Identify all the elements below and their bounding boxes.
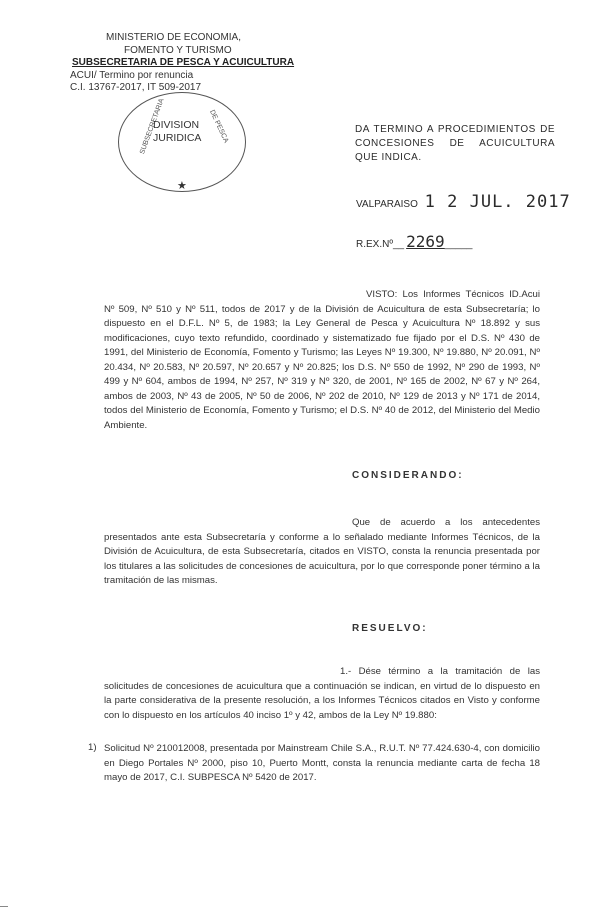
stamp-line-2: JURIDICA: [153, 132, 202, 144]
acui-reference: ACUI/ Termino por renuncia: [70, 69, 194, 81]
resuelvo-heading: RESUELVO:: [352, 623, 428, 634]
date-place: VALPARAISO: [356, 199, 418, 210]
item-number: 1): [88, 742, 97, 753]
ci-reference: C.I. 13767-2017, IT 509-2017: [70, 82, 202, 93]
resuelvo-paragraph: 1.- Dése término a la tramitación de las solicitudes de concesiones de acuicultura que a continuación se indican, en virtud de lo dispuesto en la parte considerativa de la presente resolución, a los Informes Técnicos citados en Visto y conforme con lo dispuesto en los artículos 40 inciso 1º y 42, ambos de la Ley Nº 19.880:: [104, 666, 540, 721]
considerando-paragraph: Que de acuerdo a los antecedentes presentados ante esta Subsecretaría y conforme a lo señalado mediante Informes Técnicos, de la División de Acuicultura, de esta Subsecretaría, citados en VISTO, consta la renuncia presentada por los titulares a las solicitudes de concesiones de acuicultura, por lo que corresponde poner término a la tramitación de las mismas.: [104, 517, 540, 586]
page-edge-mark: [0, 906, 8, 907]
resolution-title: DA TERMINO A PROCEDIMIENTOS DE CONCESIONES DE ACUICULTURA QUE INDICA.: [355, 124, 555, 163]
list-item: Solicitud Nº 210012008, presentada por Mainstream Chile S.A., R.U.T. Nº 77.424.630-4, con domicilio en Diego Portales Nº 2000, piso 10, Puerto Montt, consta la renuncia mediante carta de fecha 18 mayo de 2017, C.I. SUBPESCA Nº 5420 de 2017.: [104, 743, 540, 783]
ministry-line-2: FOMENTO Y TURISMO: [124, 44, 232, 56]
star-icon: ★: [177, 180, 187, 192]
stamp-ring-right: DE PESCA: [208, 108, 230, 145]
resolution-number: 2269: [406, 232, 445, 251]
considerando-heading: CONSIDERANDO:: [352, 470, 464, 481]
visto-text: Los Informes Técnicos ID.Acui Nº 509, Nº 510 y Nº 511, todos de 2017 y de la División de Acuicultura de esta Subsecretaría; lo dispuesto en el D.F.L. Nº 5, de 1983; la Ley General de Pesca y Acuicultura Nº 18.892 y sus modificaciones, cuyo texto refundido, coordinado y sistematizado fue fijado por el D.S. Nº 430 de 1991, del Ministerio de Economía, Fomento y Turismo; las Leyes Nº 19.300, Nº 19.880, Nº 20.091, Nº 20.434, Nº 20.583, Nº 20.597, Nº 20.657 y Nº 20.825; los D.S. Nº 550 de 1992, Nº 290 de 1993, Nº 499 y Nº 604, ambos de 1994, Nº 257, Nº 319 y Nº 320, de 2001, Nº 165 de 2002, Nº 67 y Nº 264, ambos de 2003, Nº 43 de 2005, Nº 50 de 2006, Nº 202 de 2010, Nº 129 de 2013 y Nº 171 de 2014, todos del Ministerio de Economía, Fomento y Turismo; el D.S. Nº 40 de 2012, del Ministerio del Medio Ambiente.: [104, 289, 540, 431]
subsecretaria-line: SUBSECRETARIA DE PESCA Y ACUICULTURA: [72, 57, 295, 68]
ministry-line-1: MINISTERIO DE ECONOMIA,: [106, 32, 242, 43]
stamp-ring-left: SUBSECRETARIA: [138, 97, 166, 156]
date-line: [356, 192, 571, 212]
ministry-header: [70, 32, 295, 95]
stamp-text: [153, 119, 201, 145]
division-juridica-stamp: [118, 92, 246, 192]
stamp-line-1: DIVISION: [153, 119, 200, 131]
visto-lead: VISTO:: [366, 289, 398, 300]
resolution-label: R.EX.Nº: [356, 239, 393, 250]
visto-paragraph: [104, 288, 540, 433]
date-value: 1 2 JUL. 2017: [424, 192, 571, 212]
resolution-number-line: R.EX.Nº__ 2269_____: [356, 232, 473, 251]
